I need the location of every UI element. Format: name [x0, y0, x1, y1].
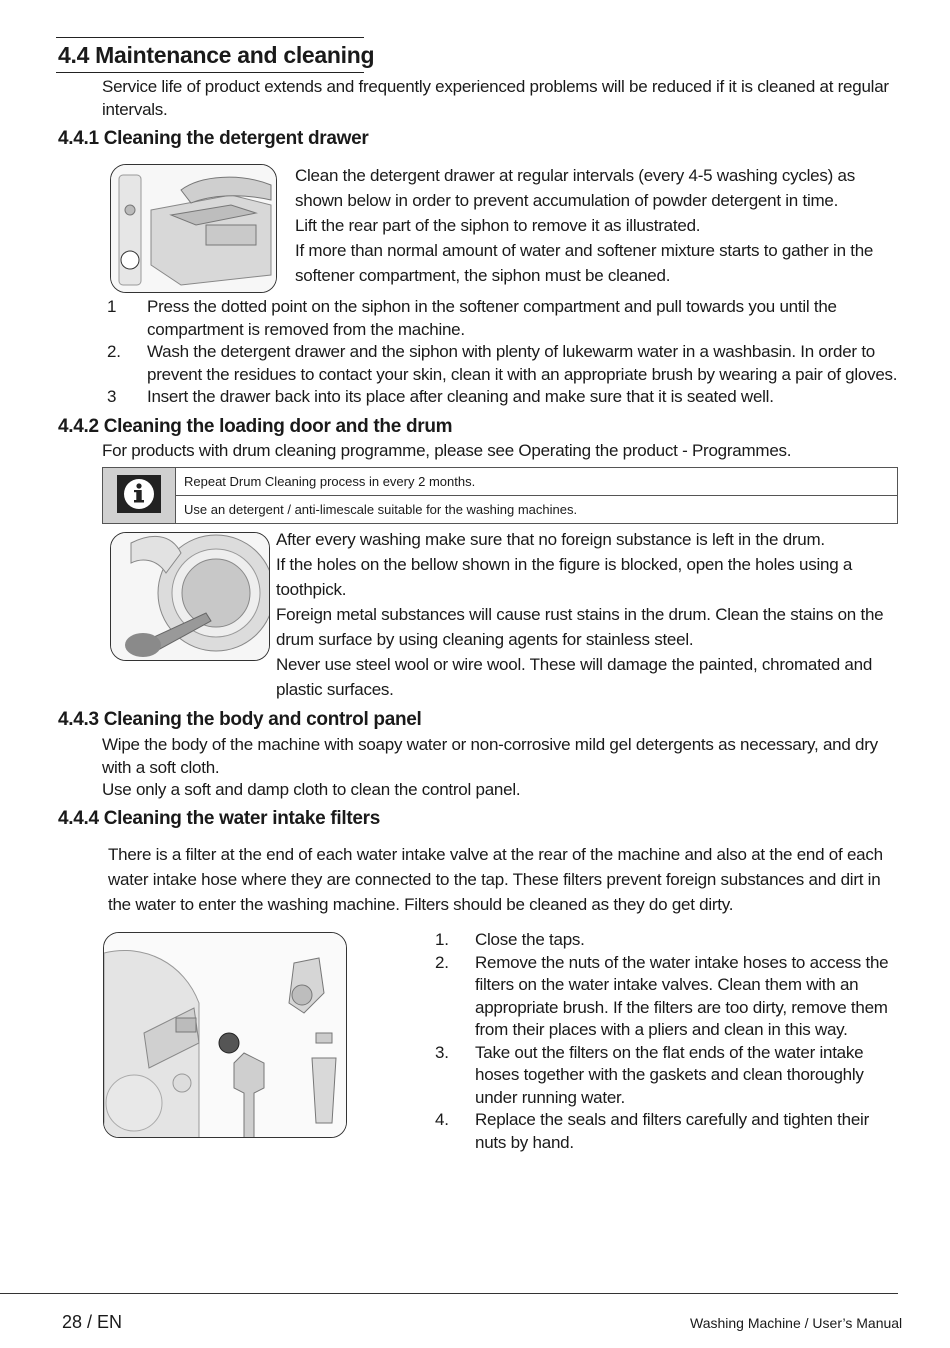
body-para-2: Use only a soft and damp cloth to clean the control panel. [102, 780, 521, 799]
drum-cleaning-illustration [110, 532, 270, 661]
drawer-para-1: Clean the detergent drawer at regular intervals (every 4-5 washing cycles) as shown below in order to prevent accumulation of powder detergent in time. [295, 166, 855, 210]
list-number: 1 [107, 297, 117, 316]
drum-para-3: Foreign metal substances will cause rust stains in the drum. Clean the stains on the drum surface by using cleaning agents for stainless steel. [276, 605, 884, 649]
list-text: Remove the nuts of the water intake hoses to access the filters on the water intake valves. Clean them with an appropriate brush. If the filters are too dirty, remove them from their places with a pliers and clean in this way. [475, 952, 889, 1039]
list-number: 3. [435, 1042, 449, 1062]
footer-rule [0, 1293, 898, 1294]
list-item [107, 296, 899, 341]
body-paragraphs [102, 734, 902, 802]
list-item [435, 1109, 895, 1154]
manual-title: Washing Machine / User’s Manual [690, 1315, 903, 1331]
detergent-drawer-illustration [110, 164, 277, 293]
drum-para-1: After every washing make sure that no foreign substance is left in the drum. [276, 530, 825, 549]
list-text: Replace the seals and filters carefully and tighten their nuts by hand. [475, 1110, 869, 1152]
section-intro: Service life of product extends and frequently experienced problems will be reduced if it is cleaned at regular intervals. [102, 77, 889, 119]
list-item [435, 1042, 895, 1110]
drawer-paragraphs [295, 163, 895, 288]
info-note-table [102, 467, 898, 524]
list-number: 4. [435, 1110, 449, 1129]
drawer-para-3: If more than normal amount of water and softener mixture starts to gather in the softener compartment, the siphon must be cleaned. [295, 241, 874, 285]
subsection-title-444: 4.4.4 Cleaning the water intake filters [58, 808, 380, 829]
list-text: Wash the detergent drawer and the siphon with plenty of lukewarm water in a washbasin. In order to prevent the residues to contact your skin, clean it with an appropriate brush by wearing a pair of gloves. [147, 342, 898, 384]
list-text: Press the dotted point on the siphon in the softener compartment and pull towards you until the compartment is removed from the machine. [147, 297, 837, 339]
section-title: 4.4 Maintenance and cleaning [58, 42, 375, 68]
info-icon-cell [103, 468, 176, 524]
list-item [107, 341, 899, 386]
drum-para-2: If the holes on the bellow shown in the figure is blocked, open the holes using a toothpick. [276, 555, 853, 599]
list-item [435, 952, 895, 1042]
list-number: 3 [107, 387, 117, 406]
list-number: 1. [435, 930, 449, 949]
filters-steps-list [435, 929, 895, 1154]
note-row-2: Use an detergent / anti-limescale suitable for the washing machines. [176, 496, 898, 524]
list-number: 2. [107, 342, 121, 361]
list-text: Close the taps. [475, 930, 585, 949]
drawer-steps-list [107, 296, 899, 409]
list-number: 2. [435, 952, 449, 972]
note-row-1: Repeat Drum Cleaning process in every 2 months. [176, 468, 898, 496]
drawer-para-2: Lift the rear part of the siphon to remove it as illustrated. [295, 216, 701, 235]
body-para-1: Wipe the body of the machine with soapy water or non-corrosive mild gel detergents as necessary, and dry with a soft cloth. [102, 735, 878, 777]
drum-para-4: Never use steel wool or wire wool. These will damage the painted, chromated and plastic surfaces. [276, 655, 873, 699]
list-item [107, 386, 899, 409]
filters-intro: There is a filter at the end of each water intake valve at the rear of the machine and also at the end of each water intake hose where they are connected to the tap. These filters prevent foreign substances and dirt in the water to enter the washing machine. Filters should be cleaned as they do get dirty. [108, 845, 883, 914]
subsection-title-442: 4.4.2 Cleaning the loading door and the drum [58, 416, 453, 437]
page-number: 28 / EN [62, 1312, 123, 1332]
drum-intro: For products with drum cleaning programme, please see Operating the product - Programmes. [102, 441, 792, 460]
info-icon [116, 474, 162, 514]
list-text: Take out the filters on the flat ends of the water intake hoses together with the gaskets and clean thoroughly under running water. [475, 1042, 864, 1107]
list-item [435, 929, 895, 952]
subsection-title-441: 4.4.1 Cleaning the detergent drawer [58, 128, 369, 149]
heading-rule-top [56, 37, 364, 38]
list-text: Insert the drawer back into its place after cleaning and make sure that it is seated well. [147, 387, 774, 406]
subsection-title-443: 4.4.3 Cleaning the body and control panel [58, 709, 422, 730]
heading-rule-bottom [56, 72, 364, 73]
water-filter-illustration [103, 932, 347, 1138]
drum-paragraphs [276, 527, 896, 702]
